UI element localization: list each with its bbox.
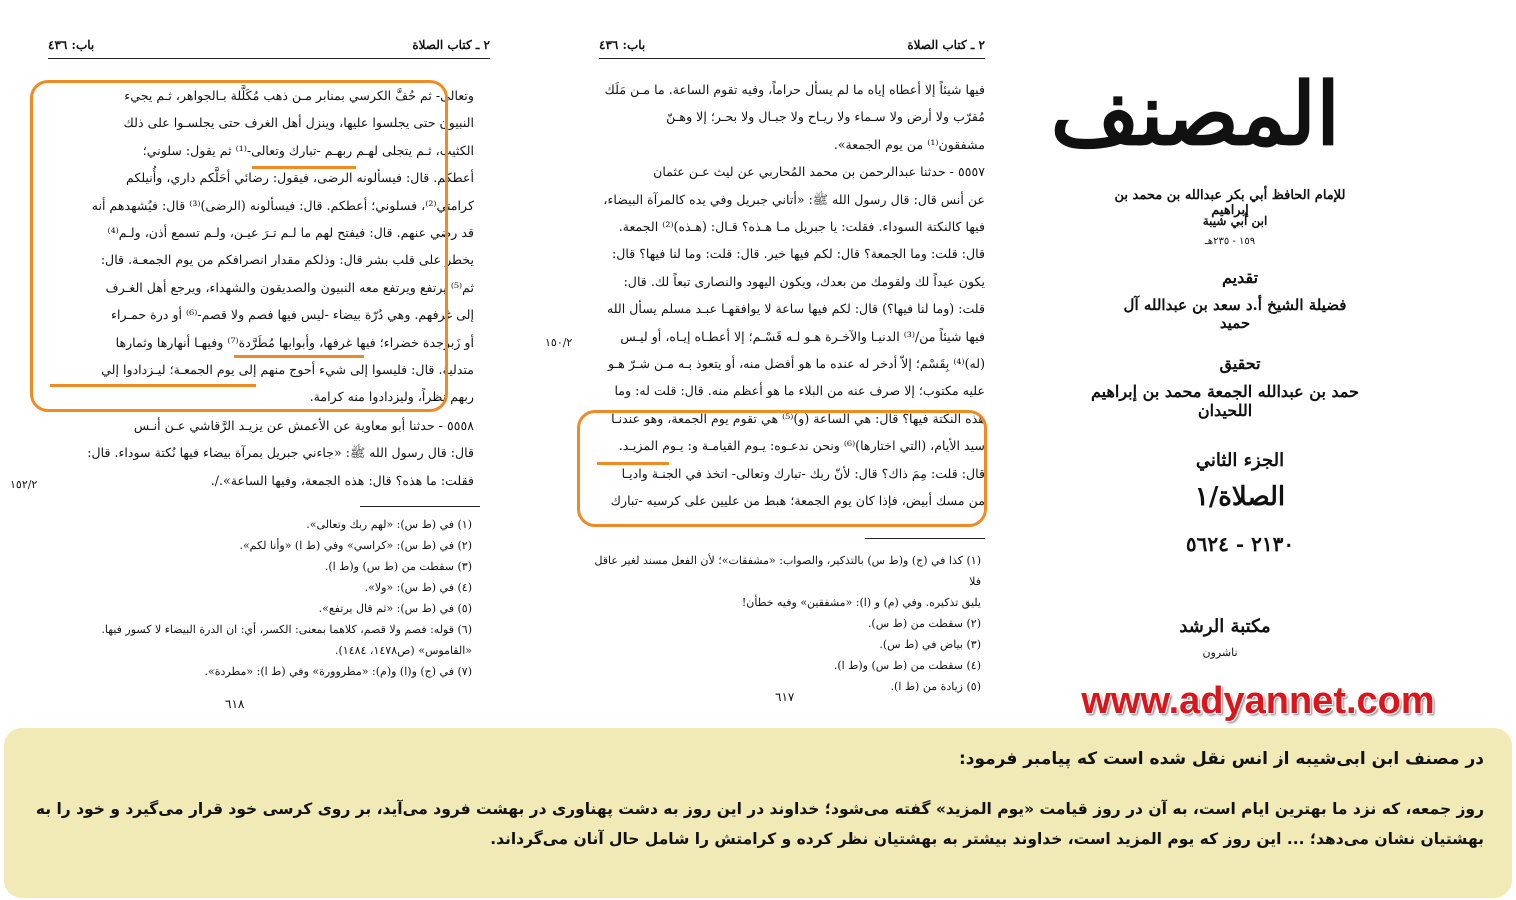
cover-title: المصنف (1050, 64, 1340, 165)
book-page-617 (545, 0, 995, 725)
footnote: «القاموس» (ص١٤٧٨، ١٤٨٤). (335, 644, 472, 657)
running-head-chapter: ٢ ـ كتاب الصلاة (412, 38, 490, 52)
text-line: ربهم نظراً، وليزدادوا منه كرامة. (309, 389, 474, 405)
highlight-underline (252, 166, 356, 169)
text-line: عليه مكتوب؛ إلا صرف عنه من البلاء ما هو أعظم منه. قال: قلت له: وما (614, 383, 985, 399)
persian-caption-title: در مصنف ابن ابی‌شیبه از انس نقل شده است که پیامبر فرمود: (958, 749, 1484, 769)
running-head-bab: باب: ٤٣٦ (48, 38, 95, 52)
text-line: يكون عيداً لك ولقومك من بعدك، ويكون اليهود والنصارى تبعاً لك. قال: (623, 273, 985, 289)
text-line: مُقرّب ولا أرض ولا سـماء ولا ريـاح ولا جبـال ولا بحـر؛ إلا وهـنّ (666, 109, 985, 125)
watermark-url: www.adyannet.com (1081, 680, 1435, 722)
cover-author-kunya: ابن أبي شيبة (1202, 214, 1268, 228)
persian-caption-body: روز جمعه، که نزد ما بهترین ایام است، به آن در روز قیامت «یوم المزید» گفته می‌شود؛ خداوند در این روز به دشت پهناوری در بهشت فرود می‌آید، بر روی کرسی خود قرار می‌گیرد و خود را به بهشتیان نشان می‌دهد؛ ... این روز که یوم المزید است، خداوند بیشتر به بهشتیان نظر کرده و کرامتش را شامل حال آنان می‌گرداند. (35, 800, 1484, 848)
footnote: (١) في (ط س): «لهم ربك وتعالى». (306, 518, 472, 531)
cover-publisher-tagline: ناشرون (1202, 646, 1238, 659)
text-line: متدلية. قال: فليسوا إلى شيء أحوج منهم إلى يوم الجمعـة؛ ليـزدادوا إلي (101, 362, 474, 378)
text-line: أو زَبرجدة خضراء؛ فيها غرفها، وأبوابها مُطَرَّدة⁽⁷⁾ وفيهـا أنهارها وثمارها (115, 334, 474, 350)
text-line: الكثيب، ثـم يتجلى لهـم ربهـم -تبارك وتعالى-⁽¹⁾ ثم يقول: سلوني؛ (142, 142, 474, 158)
running-head-chapter: ٢ ـ كتاب الصلاة (907, 38, 985, 52)
footnote: (٦) قوله: فصم ولا قصم، كلاهما بمعنى: الكسر، أي: ان الدرة البيضاء لا كسور فيها. (101, 623, 472, 636)
footnote: (٢) سقطت من (ط س). (867, 617, 981, 630)
text-line: ٥٥٥٨ - حدثنا أبو معاوية عن الأعمش عن يزيـد الرَّقاشي عـن أنـس (133, 418, 474, 433)
cover-taqdim-label: تقديم (1221, 268, 1259, 287)
text-line: قال: قال رسول الله ﷺ: «جاءني جبريل بمرآة بيضاء فيها نُكتة سوداء. قال: (87, 445, 474, 461)
footnote: (٥) في (ط س): «ثم قال يرتفع». (318, 602, 472, 615)
text-line: قال: قلت: مِمَ ذاك؟ قال: لأنّ ربك -تبارك وتعالى- اتخذ في الجنـة واديـا (621, 465, 985, 481)
text-line: ثم⁽⁵⁾ يرتفع ويرتفع معه النبيون والصديقون والشهداء، ويرجع أهل الغـرف (105, 279, 474, 295)
hadith-5558 (42, 412, 474, 494)
cover-author: للإمام الحافظ أبي بكر عبدالله بن محمد بن إبراهيم (1114, 188, 1346, 218)
cover-shaykh: فضيلة الشيخ أ.د سعد بن عبدالله آل حميد (1123, 296, 1347, 332)
text-line: قد رضي عنهم. قال: فيفتح لهم ما لـم تـرَ عيـن، ولـم تسمع أذن، ولـم⁽⁴⁾ (107, 225, 474, 241)
running-head (48, 38, 490, 56)
footnote: (٣) سقطت من (ط س) و(ط ا). (324, 560, 472, 573)
running-head-bab: باب: ٤٣٦ (599, 38, 646, 52)
text-line: من مسك أبيض، فإذا كان يوم الجمعة؛ هبط من عليين على كرسيه -تبارك (610, 493, 985, 509)
text-line: كرامتي⁽²⁾، فسلوني؛ أعطكم. قال: فيسألونه (الرضى)⁽³⁾ قال: فيُشهدهم أنه (91, 197, 474, 213)
text-line: إلى غرفهم. وهي دُرّة بيضاء -ليس فيها فصم ولا قصم-⁽⁶⁾ أو درة حمـراء (111, 307, 474, 323)
running-head-rule (599, 58, 985, 59)
highlight-box-618 (30, 80, 448, 412)
footnote: (٤) في (ط س): «ولا». (364, 581, 472, 594)
cover-dates: ١٥٩ - ٢٣٥هـ (1204, 236, 1256, 247)
highlight-underline (597, 462, 669, 465)
text-line: فيها شيئاً إلا أعطاه إياه ما لم يسأل حراماً، وفيه تقوم الساعة. ما مـن مَلَك (604, 82, 985, 97)
text-line: هذه النكتة فيها؟ قال: هي الساعة (و)⁽⁵⁾ هي تقوم يوم الجمعة، وهو عندنـا (611, 410, 985, 426)
highlight-underline (50, 384, 256, 387)
cover-publisher-logo: مكتبة الرشد (1179, 616, 1271, 637)
running-head-rule (48, 58, 490, 59)
book-page-618 (10, 0, 490, 725)
page-number: ٦١٧ (775, 690, 795, 704)
footnote: (٤) سقطت من (ط س) و(ط ا). (833, 659, 981, 672)
text-line: قلت: (وما لنا فيها؟) قال: لكم فيها ساعة لا يوافقهـا عبـد مسلم يسأل الله (606, 301, 985, 317)
footnotes-617 (593, 550, 981, 697)
text-line: وتعالى- ثم حُفَّ الكرسي بمنابر مـن ذهب مُكَلَّلة بـالجواهر، ثـم يجيء (124, 88, 474, 103)
text-line: النبيون حتى يجلسوا عليها، وينزل أهل الغرف حتى يجلسـوا على ذلك (123, 115, 474, 131)
footnote-rule (865, 538, 985, 539)
text-line: قال: قلت: وما الجمعة؟ قال: لكم فيها خير. قال: قلت: وما لنا فيها؟ قال: (611, 246, 985, 262)
footnote: (٧) في (ج) و(ا) و(م): «مطروورة» وفي (ط ا): «مطردة». (204, 665, 472, 678)
footnote: (٣) بياض في (ط س). (879, 638, 981, 651)
cover-section: الصلاة/١ (1194, 482, 1286, 512)
highlight-box-617 (577, 410, 987, 527)
persian-caption-box (4, 728, 1512, 898)
footnote: (١) كذا في (ج) و(ط س) بالتذكير، والصواب: «مشفقات»؛ لأن الفعل مسند لغير عاقل فلا (594, 554, 981, 588)
text-line: مشفقون⁽¹⁾ من يوم الجمعة». (833, 136, 985, 152)
cover-volume: الجزء الثاني (1195, 450, 1285, 471)
cover-hadith-range: ٢١٣٠ - ٥٦٢٤ (1185, 532, 1295, 556)
text-line: فيها كالنكتة السوداء. فقلت: يا جبريل مـا هـذه؟ قـال: (هـذه)⁽²⁾ الجمعة. (618, 219, 985, 235)
running-head (599, 38, 985, 56)
text-line: (له)⁽⁴⁾ بِقَسْم؛ إلاّ أدخر له عنده ما هو أفضل منه، أو يتعوذ بـه مـن شـرّ هـو (608, 356, 985, 372)
margin-reference: ١٥٢/٢ (10, 478, 38, 491)
footnotes-618 (36, 514, 472, 682)
footnote: (٢) في (ط س): «كراسي» وفي (ط ا) «وأنا لكم». (239, 539, 472, 552)
text-line: ٥٥٥٧ - حدثنا عبدالرحمن بن محمد المُحاربي عن ليث عـن عثمان (653, 164, 985, 180)
cover-editors: حمد بن عبدالله الجمعة محمد بن إبراهيم اللحيدان (1090, 382, 1360, 420)
highlight-underline (234, 355, 364, 358)
text-line: فيها شيئاً من/⁽³⁾ الدنيـا والآخـرة هـو لـه قَسْـم؛ إلا أعطـاه إيـاه، أو ليـس (620, 328, 985, 344)
text-line: سيد الأيام، (التي اختارها)⁽⁶⁾ ونحن ندعـوه: يـوم القيامـة و: يـوم المزيـد. (618, 438, 985, 454)
cover-tahqiq-label: تحقيق (1219, 354, 1261, 373)
page-number: ٦١٨ (225, 697, 245, 711)
footnote-rule (360, 506, 480, 507)
footnote: (٥) زيادة من (ط ا). (890, 680, 981, 693)
text-line: فقلت: ما هذه؟ قال: هذه الجمعة، وفيها الساعة»./. (210, 472, 474, 488)
margin-reference: ١٥٠/٢ (545, 336, 573, 349)
text-line: يخطر على قلب بشر قال: وذلكم مقدار انصرافكم من يوم الجمعـة. قال: (100, 252, 474, 268)
text-line: عن أنس قال: قال رسول الله ﷺ: «أتاني جبريل وفي يده كالمرآة البيضاء، (603, 191, 985, 207)
text-line: أعطكم. قال: فيسألونه الرضى، فيقول: رضائي أحَلَّكم داري، وأُنيلكم (126, 170, 474, 186)
book-cover (1050, 20, 1500, 710)
footnote: يليق تذكيره. وفي (م) و (ا): «مشفقين» وفيه خطأن! (741, 596, 981, 609)
